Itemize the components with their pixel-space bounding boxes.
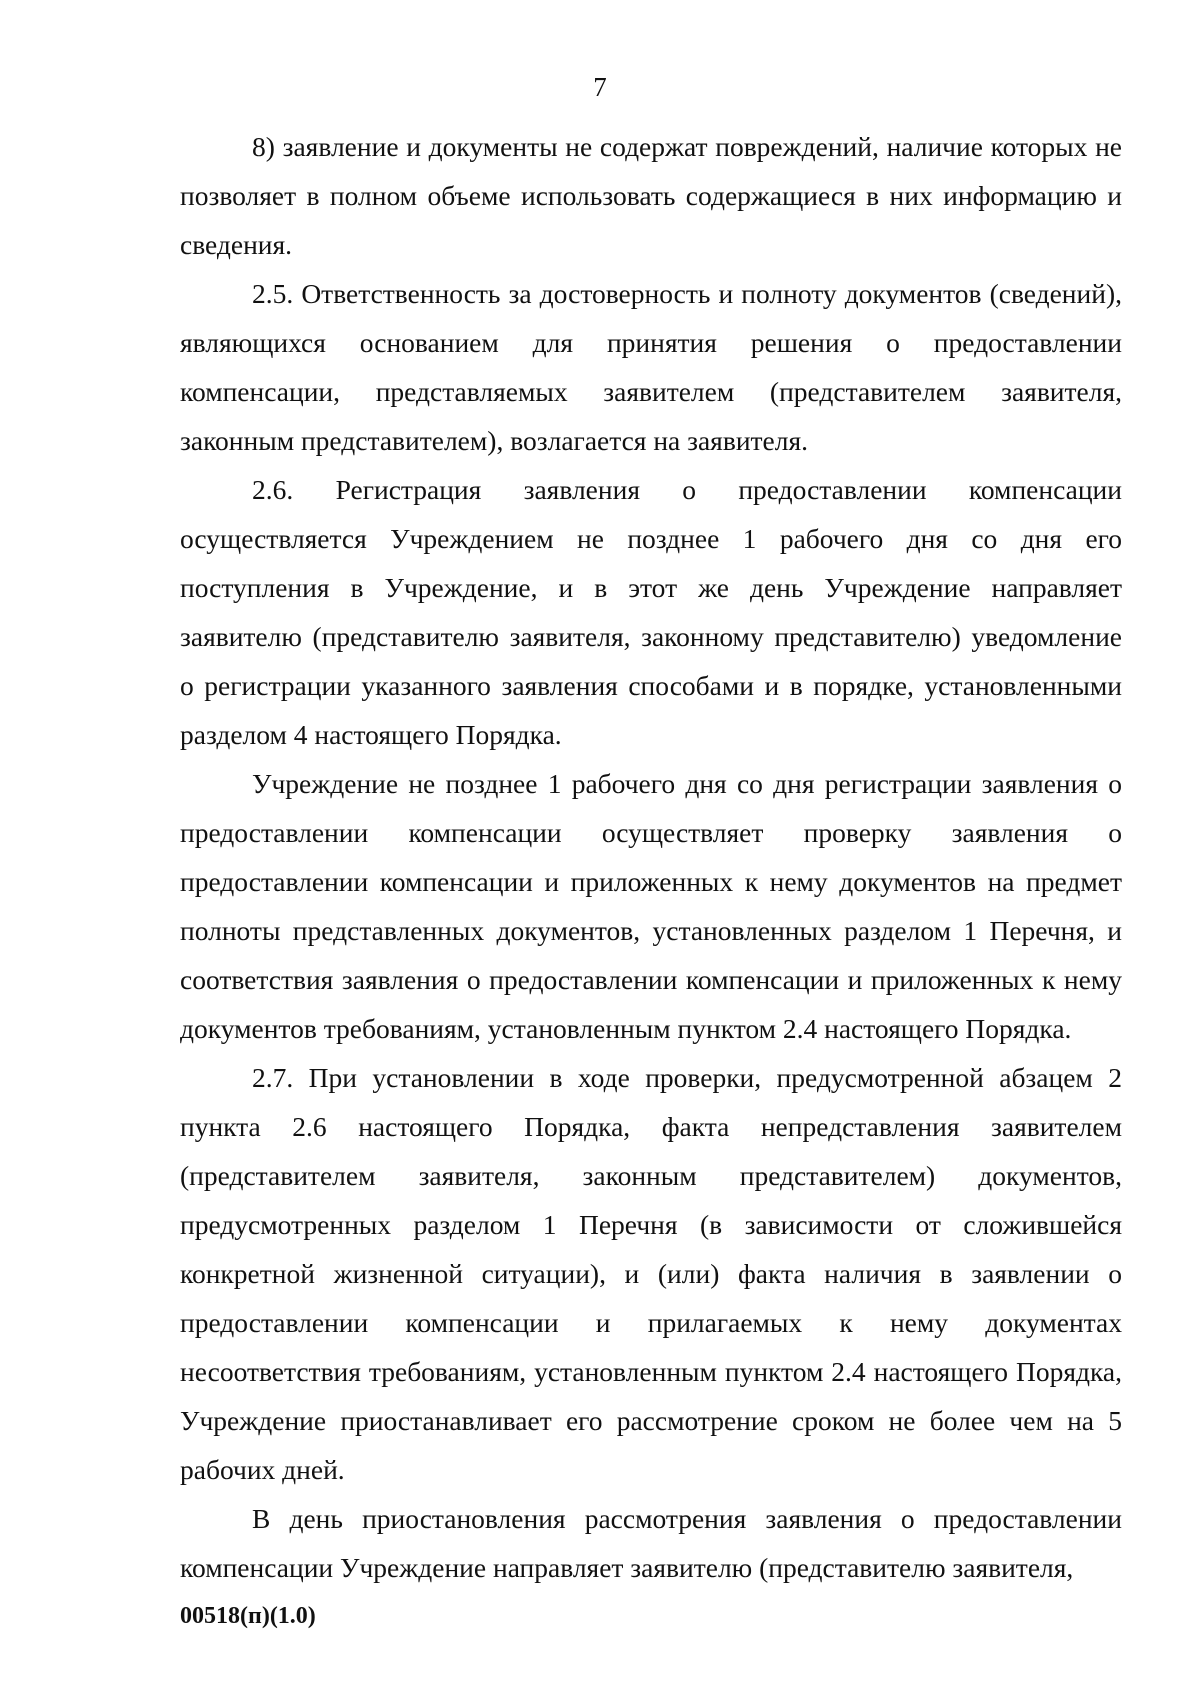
paragraph-item-8: 8) заявление и документы не содержат повреждений, наличие которых не позволяет в полном объеме использовать содержащиеся в них информацию и сведения. xyxy=(180,131,1122,260)
page-number: 7 xyxy=(593,72,607,102)
document-body xyxy=(180,122,1122,1592)
paragraph-2-6-check: Учреждение не позднее 1 рабочего дня со дня регистрации заявления о предоставлении компенсации осуществляет проверку заявления о предоставлении компенсации и приложенных к нему документов на предмет полноты представленных документов, установленных разделом 1 Перечня, и соответствия заявления о предоставлении компенсации и приложенных к нему документов требованиям, установленным пунктом 2.4 настоящего Порядка. xyxy=(180,768,1122,1044)
document-code: 00518(п)(1.0) xyxy=(180,1603,316,1629)
paragraph-2-5: 2.5. Ответственность за достоверность и полноту документов (сведений), являющихся основанием для принятия решения о предоставлении компенсации, представляемых заявителем (представителем заявителя, законным представителем), возлагается на заявителя. xyxy=(180,278,1122,456)
paragraph-2-6: 2.6. Регистрация заявления о предоставлении компенсации осуществляется Учреждением не позднее 1 рабочего дня со дня его поступления в Учреждение, и в этот же день Учреждение направляет заявителю (представителю заявителя, законному представителю) уведомление о регистрации указанного заявления способами и в порядке, установленными разделом 4 настоящего Порядка. xyxy=(180,474,1122,750)
paragraph-2-7: 2.7. При установлении в ходе проверки, предусмотренной абзацем 2 пункта 2.6 настоящего Порядка, факта непредставления заявителем (представителем заявителя, законным представителем) документов, предусмотренных разделом 1 Перечня (в зависимости от сложившейся конкретной жизненной ситуации), и (или) факта наличия в заявлении о предоставлении компенсации и прилагаемых к нему документах несоответствия требованиям, установленным пунктом 2.4 настоящего Порядка, Учреждение приостанавливает его рассмотрение сроком не более чем на 5 рабочих дней. xyxy=(180,1062,1122,1485)
paragraph-suspension-day: В день приостановления рассмотрения заявления о предоставлении компенсации Учреждение направляет заявителю (представителю заявителя, xyxy=(180,1503,1122,1583)
